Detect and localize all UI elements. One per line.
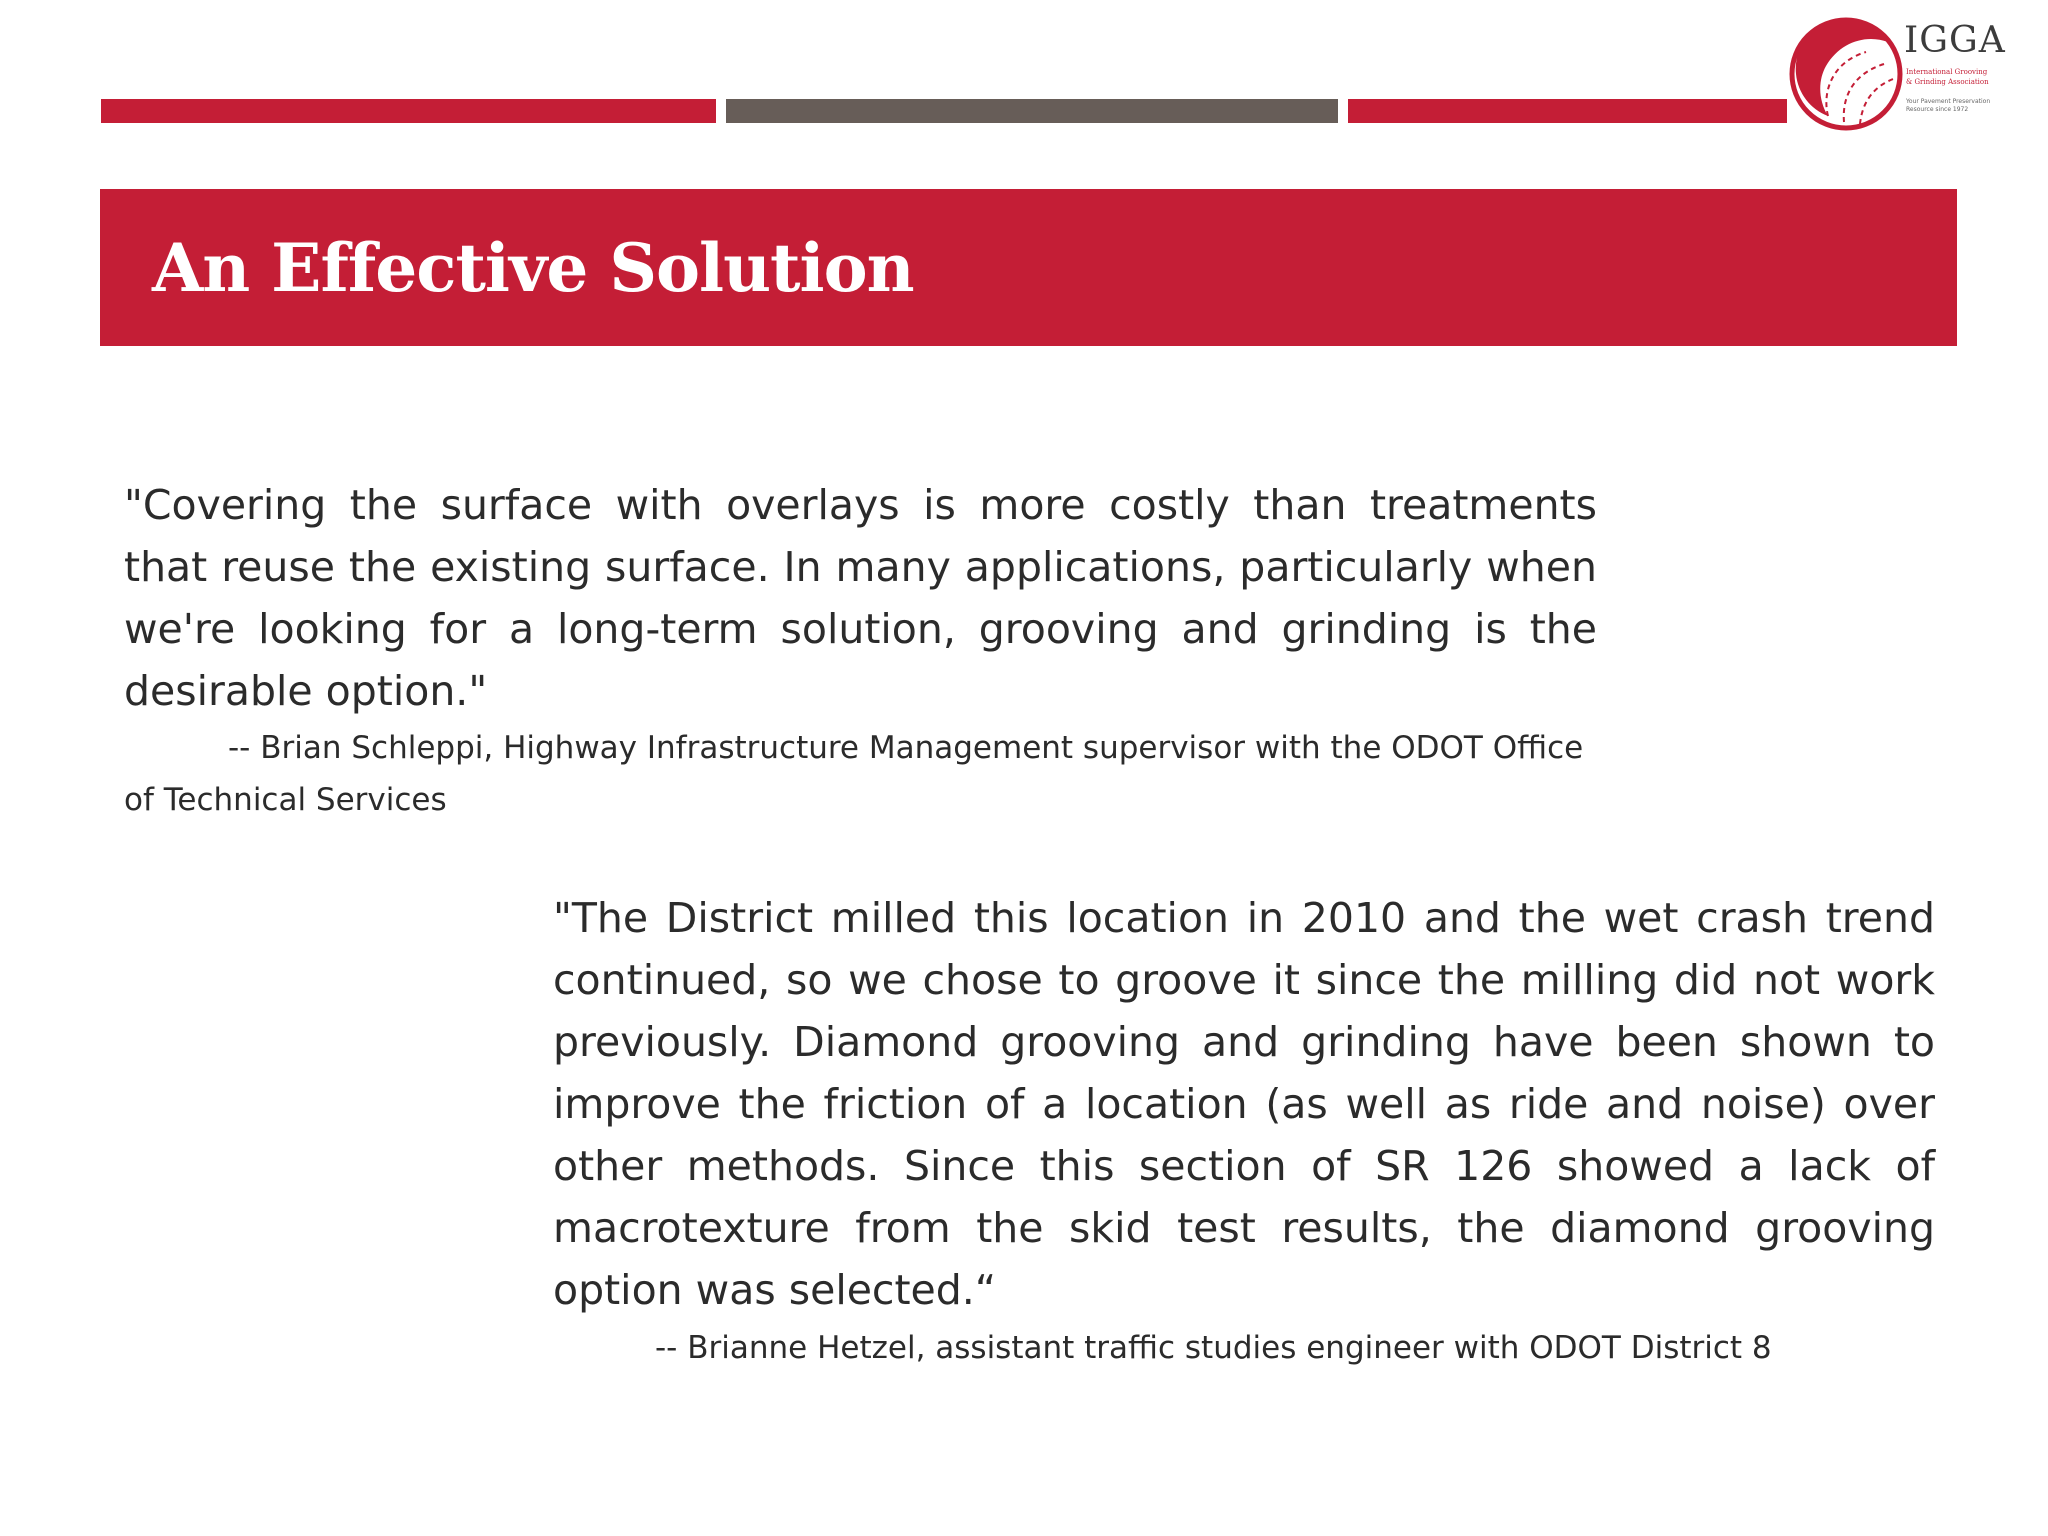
attribution-hetzel: -- Brianne Hetzel, assistant traffic studies engineer with ODOT District 8	[655, 1330, 1772, 1366]
attribution-schleppi: -- Brian Schleppi, Highway Infrastructure Management supervisor with the ODOT Office of Technical Services	[124, 730, 1584, 818]
logo-subtitle-line2: & Grinding Association	[1906, 78, 1989, 86]
quote-schleppi: "Covering the surface with overlays is more costly than treatments that reuse the existing surface. In many applications, particularly when we're looking for a long-term solution, grooving and grinding is the desirable option."	[124, 481, 1597, 715]
igga-logo	[1788, 12, 2044, 132]
header-bar-middle	[726, 99, 1338, 123]
slide-title: An Effective Solution	[152, 229, 914, 307]
quote-hetzel: "The District milled this location in 2010 and the wet crash trend continued, so we chose to groove it since the milling did not work previously. Diamond grooving and grinding have been shown to improve the friction of a location (as well as ride and noise) over other methods. Since this section of SR 126 showed a lack of macrotexture from the skid test results, the diamond grooving option was selected.“	[553, 894, 1935, 1314]
logo-subtitle-line1: International Grooving	[1906, 68, 1988, 76]
header-bar-left	[101, 99, 716, 123]
logo-tagline-line2: Resource since 1972	[1906, 106, 1969, 113]
logo-wordmark: IGGA	[1904, 20, 2006, 61]
title-banner	[100, 189, 1957, 346]
logo-tagline-line1: Your Pavement Preservation	[1906, 98, 1991, 105]
header-bar-right	[1348, 99, 1787, 123]
igga-swoosh-icon	[1788, 12, 1908, 132]
